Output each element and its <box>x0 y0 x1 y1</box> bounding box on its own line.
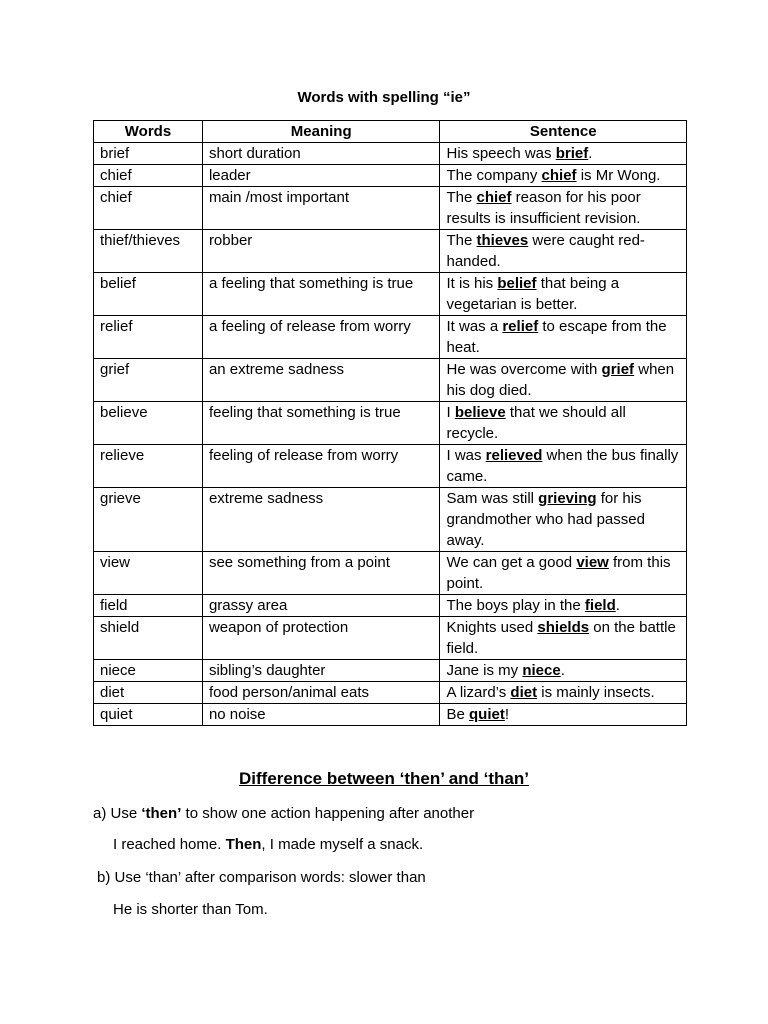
sentence-cell <box>440 143 687 165</box>
table-row <box>94 552 687 595</box>
sentence-text: when his dog died. <box>446 361 675 399</box>
rule-a-prefix: a) Use <box>93 805 142 822</box>
word-cell: belief <box>94 273 203 316</box>
meaning-cell: robber <box>202 230 440 273</box>
table-row <box>94 143 687 165</box>
sentence-text: is mainly insects. <box>537 684 655 701</box>
column-header-meaning: Meaning <box>202 121 440 143</box>
sentence-text: were caught red-handed. <box>446 232 645 270</box>
rule-b: b) Use ‘than’ after comparison words: slower than <box>97 869 426 886</box>
sentence-cell <box>440 230 687 273</box>
sentence-cell <box>440 445 687 488</box>
sentence-cell <box>440 402 687 445</box>
sentence-cell <box>440 704 687 726</box>
sentence-text: Knights used <box>446 619 538 636</box>
word-cell: view <box>94 552 203 595</box>
sentence-text: . <box>615 597 620 614</box>
table-body <box>94 143 687 726</box>
rule-a-example-keyword: Then <box>225 836 262 853</box>
sentence-text: His speech was <box>446 145 556 162</box>
sentence-cell <box>440 552 687 595</box>
sentence-keyword: relieved <box>485 447 543 464</box>
rule-a-keyword: ‘then’ <box>141 805 182 822</box>
meaning-cell: a feeling that something is true <box>202 273 440 316</box>
table-row <box>94 402 687 445</box>
rule-a-example-prefix: I reached home. <box>113 836 226 853</box>
table-row <box>94 682 687 704</box>
table-row <box>94 316 687 359</box>
sentence-keyword: diet <box>510 684 538 701</box>
meaning-cell: feeling that something is true <box>202 402 440 445</box>
sentence-cell <box>440 316 687 359</box>
rule-a-example-suffix: , I made myself a snack. <box>261 836 424 853</box>
word-cell: diet <box>94 682 203 704</box>
sentence-text: Sam was still <box>446 490 539 507</box>
sentence-keyword: thieves <box>476 232 529 249</box>
sentence-keyword: relief <box>502 318 539 335</box>
word-cell: field <box>94 595 203 617</box>
meaning-cell: see something from a point <box>202 552 440 595</box>
sentence-cell <box>440 682 687 704</box>
sentence-text: . <box>588 145 593 162</box>
sentence-keyword: brief <box>555 145 589 162</box>
meaning-cell: short duration <box>202 143 440 165</box>
table-row <box>94 660 687 682</box>
sentence-text: We can get a good <box>446 554 577 571</box>
sentence-cell <box>440 359 687 402</box>
table-row <box>94 359 687 402</box>
sentence-text: The boys play in the <box>446 597 585 614</box>
word-cell: quiet <box>94 704 203 726</box>
sentence-keyword: view <box>576 554 609 571</box>
sentence-text: to escape from the heat. <box>446 318 667 356</box>
sentence-text: Jane is my <box>446 662 523 679</box>
sentence-text: when the bus finally came. <box>446 447 679 485</box>
sentence-cell <box>440 595 687 617</box>
sentence-cell <box>440 660 687 682</box>
table-row <box>94 488 687 552</box>
sentence-cell <box>440 165 687 187</box>
sentence-text: The <box>446 189 477 206</box>
meaning-cell: food person/animal eats <box>202 682 440 704</box>
sentence-text: It was a <box>446 318 503 335</box>
table-row <box>94 617 687 660</box>
sentence-text: on the battle field. <box>446 619 676 657</box>
word-cell: chief <box>94 165 203 187</box>
sentence-text: I was <box>446 447 486 464</box>
sentence-text: The <box>446 232 477 249</box>
column-header-words: Words <box>94 121 203 143</box>
sentence-text: . <box>560 662 565 679</box>
words-table <box>93 120 687 726</box>
sentence-cell <box>440 187 687 230</box>
table-row <box>94 595 687 617</box>
rule-b-example: He is shorter than Tom. <box>113 901 268 918</box>
sentence-cell <box>440 273 687 316</box>
table-row <box>94 165 687 187</box>
table-row <box>94 704 687 726</box>
word-cell: grieve <box>94 488 203 552</box>
sentence-text: that being a vegetarian is better. <box>446 275 620 313</box>
word-cell: grief <box>94 359 203 402</box>
sentence-keyword: believe <box>454 404 506 421</box>
sentence-text: He was overcome with <box>446 361 602 378</box>
sentence-keyword: belief <box>497 275 537 292</box>
table-header-row <box>94 121 687 143</box>
word-cell: chief <box>94 187 203 230</box>
sentence-cell <box>440 488 687 552</box>
table-row <box>94 187 687 230</box>
word-cell: thief/thieves <box>94 230 203 273</box>
sentence-cell <box>440 617 687 660</box>
sentence-text: A lizard’s <box>446 684 511 701</box>
column-header-sentence: Sentence <box>440 121 687 143</box>
table-row <box>94 445 687 488</box>
rule-a-example <box>113 836 423 853</box>
sentence-text: I <box>446 404 455 421</box>
section-title: Difference between ‘then’ and ‘than’ <box>239 769 529 788</box>
meaning-cell: main /most important <box>202 187 440 230</box>
meaning-cell: an extreme sadness <box>202 359 440 402</box>
sentence-keyword: grief <box>601 361 635 378</box>
sentence-text: It is his <box>446 275 498 292</box>
rule-a-suffix: to show one action happening after another <box>181 805 475 822</box>
sentence-keyword: chief <box>541 167 577 184</box>
meaning-cell: feeling of release from worry <box>202 445 440 488</box>
meaning-cell: weapon of protection <box>202 617 440 660</box>
sentence-text: from this point. <box>446 554 671 592</box>
sentence-text: that we should all recycle. <box>446 404 626 442</box>
sentence-keyword: quiet <box>469 706 505 723</box>
meaning-cell: leader <box>202 165 440 187</box>
sentence-keyword: chief <box>476 189 512 206</box>
meaning-cell: no noise <box>202 704 440 726</box>
sentence-text: is Mr Wong. <box>576 167 661 184</box>
sentence-text: ! <box>504 706 510 723</box>
meaning-cell: sibling’s daughter <box>202 660 440 682</box>
sentence-text: The company <box>446 167 542 184</box>
word-cell: believe <box>94 402 203 445</box>
word-cell: niece <box>94 660 203 682</box>
meaning-cell: grassy area <box>202 595 440 617</box>
sentence-keyword: shields <box>537 619 590 636</box>
sentence-keyword: grieving <box>538 490 597 507</box>
table-row <box>94 230 687 273</box>
word-cell: brief <box>94 143 203 165</box>
sentence-keyword: niece <box>522 662 561 679</box>
rule-a <box>93 805 474 822</box>
page-title: Words with spelling “ie” <box>297 89 471 106</box>
word-cell: relieve <box>94 445 203 488</box>
sentence-text: for his grandmother who had passed away. <box>446 490 645 549</box>
word-cell: relief <box>94 316 203 359</box>
sentence-keyword: field <box>584 597 616 614</box>
sentence-text: reason for his poor results is insufficient revision. <box>446 189 641 227</box>
meaning-cell: extreme sadness <box>202 488 440 552</box>
sentence-text: Be <box>446 706 469 723</box>
word-cell: shield <box>94 617 203 660</box>
table-row <box>94 273 687 316</box>
meaning-cell: a feeling of release from worry <box>202 316 440 359</box>
